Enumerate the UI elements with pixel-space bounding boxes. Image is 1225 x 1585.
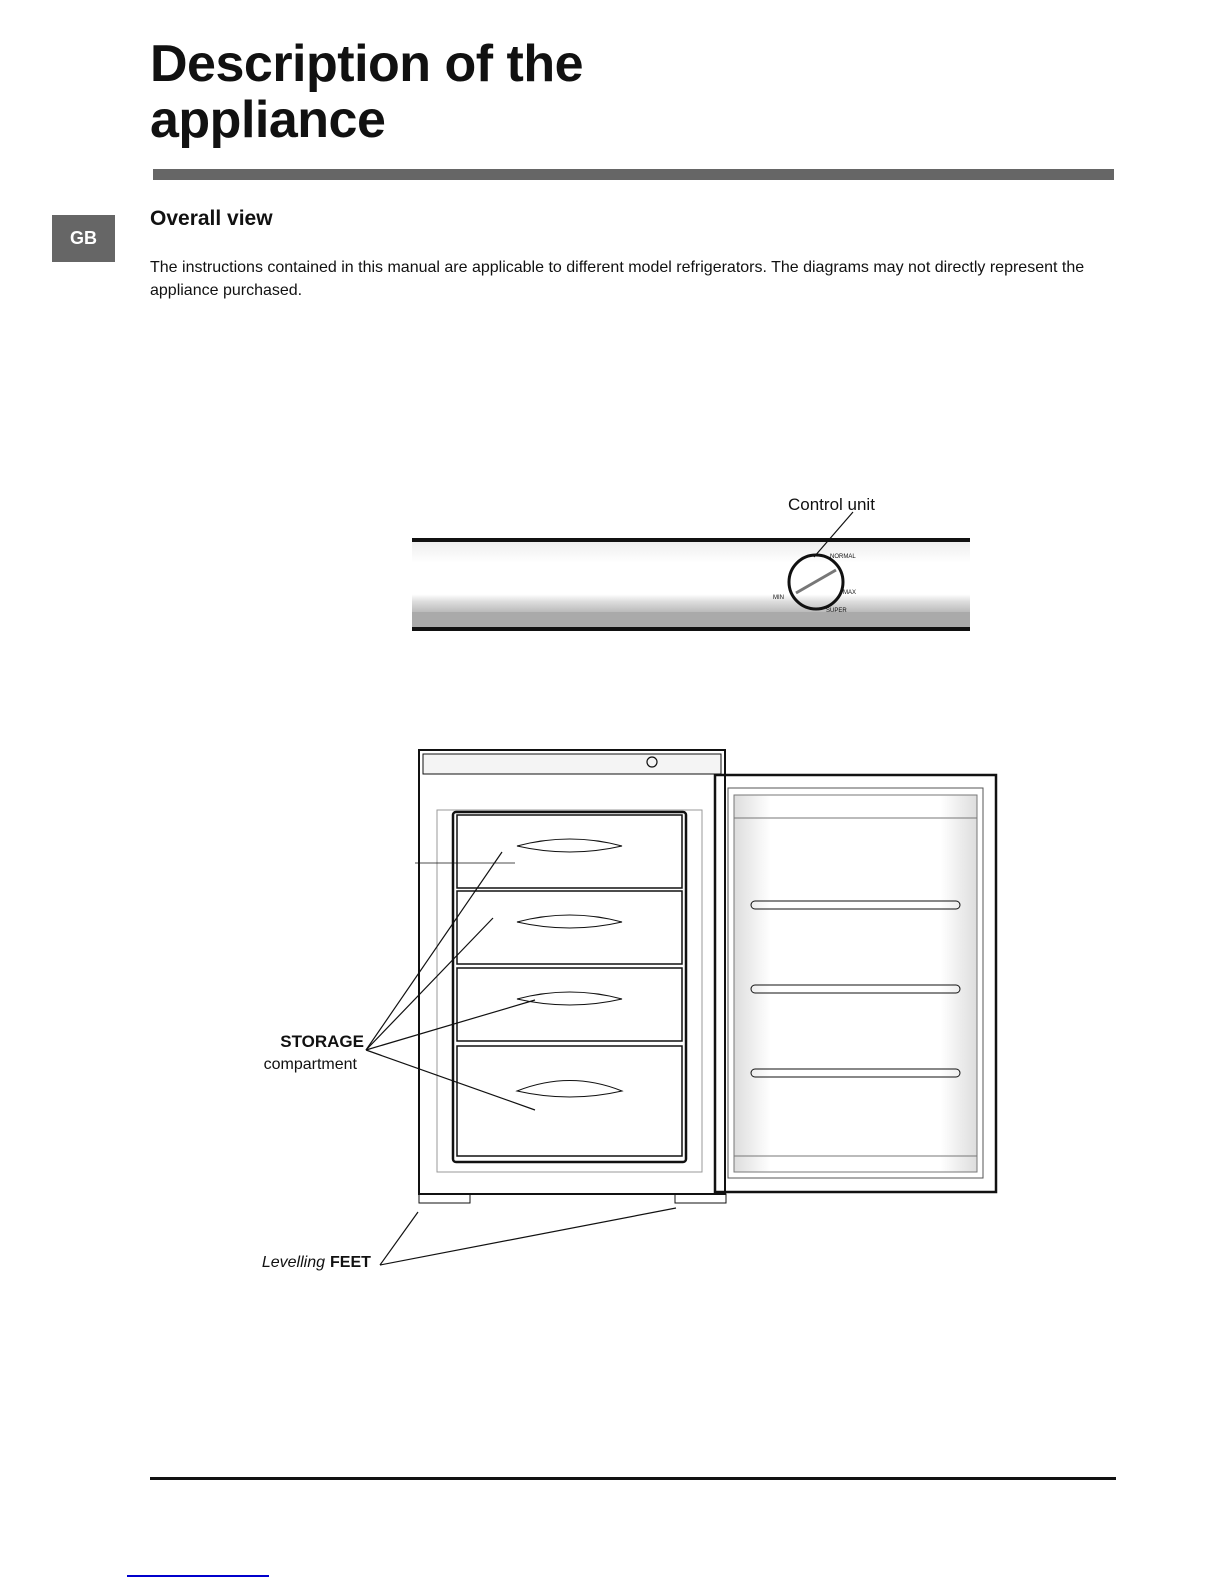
levelling-label: Levelling — [261, 1254, 325, 1271]
svg-text:MAX: MAX — [843, 590, 857, 596]
language-tab: GB — [52, 215, 115, 262]
storage-label: STORAGE — [280, 1032, 364, 1051]
section-heading: Overall view — [150, 207, 273, 230]
footer-rule — [150, 1477, 1116, 1480]
freezer-body — [415, 750, 726, 1203]
intro-text: The instructions contained in this manual are applicable to different model refrigerators. The diagrams may not directly represent the appliance purchased. — [150, 259, 1085, 299]
svg-text:MIN: MIN — [773, 595, 784, 601]
control-unit-label: Control unit — [788, 495, 875, 514]
feet-label: FEET — [330, 1254, 371, 1271]
page-title: Description of the appliance — [150, 35, 584, 149]
compartment-label: compartment — [263, 1056, 357, 1073]
svg-text:SUPER: SUPER — [826, 608, 847, 614]
leader-lines — [366, 852, 676, 1265]
freezer-door — [715, 775, 996, 1192]
svg-text:NORMAL: NORMAL — [830, 554, 856, 560]
control-panel — [412, 495, 970, 631]
link-underline — [127, 1575, 269, 1577]
